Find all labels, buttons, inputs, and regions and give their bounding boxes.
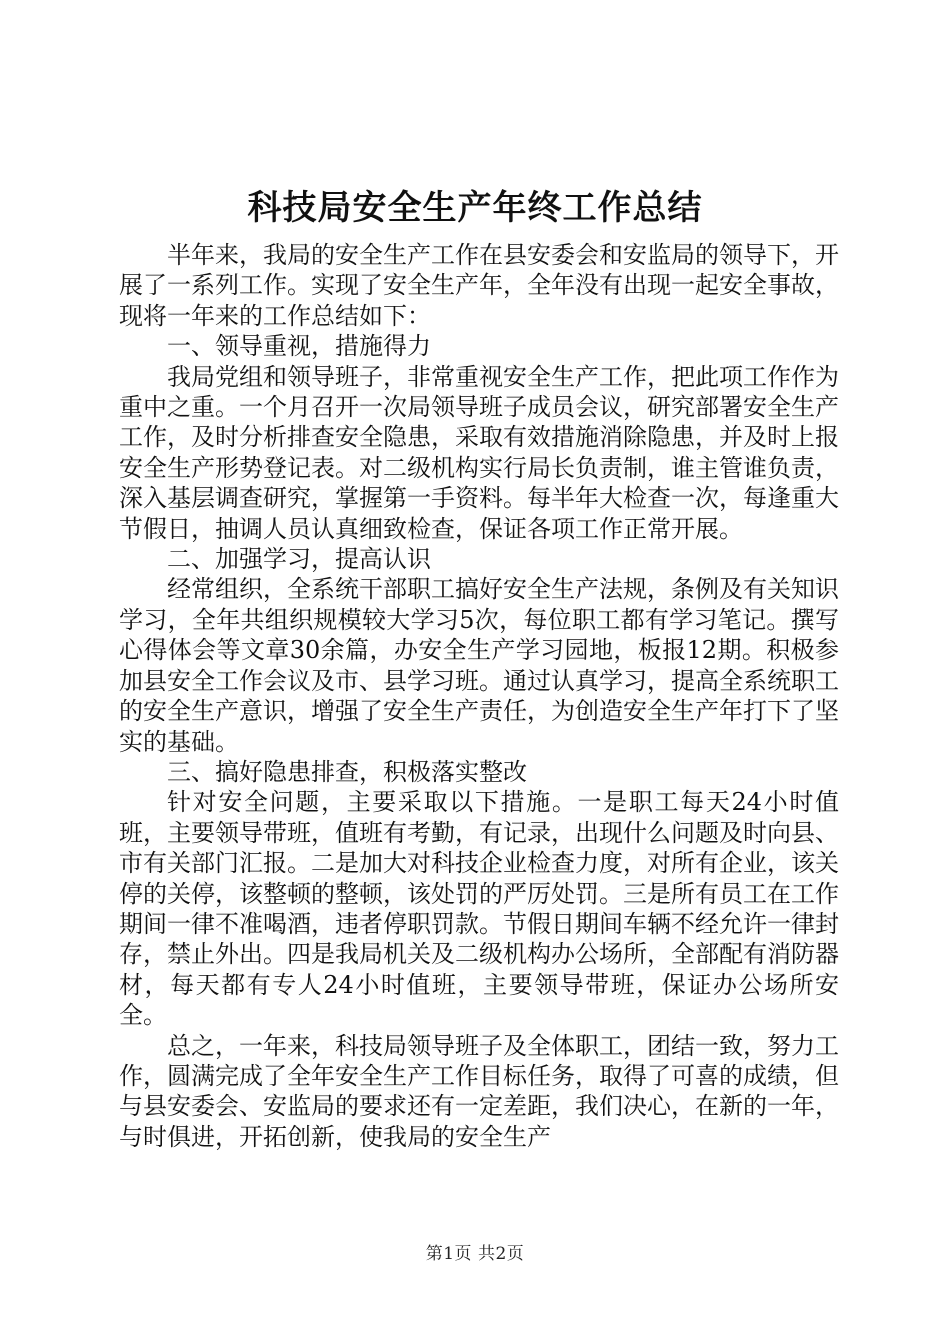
- paragraph-section-3: 针对安全问题，主要采取以下措施。一是职工每天24小时值班，主要领导带班，值班有考勤，有记录，出现什么问题及时向县、市有关部门汇报。二是加大对科技企业检查力度，对所有企业，该关停的关停，该整顿的整顿，该处罚的严厉处罚。三是所有员工在工作期间一律不准喝酒，违者停职罚款。节假日期间车辆不经允许一律封存，禁止外出。四是我局机关及二级机构办公场所，全部配有消防器材，每天都有专人24小时值班，主要领导带班，保证办公场所安全。: [119, 788, 839, 1030]
- document-title: 科技局安全生产年终工作总结: [247, 188, 703, 228]
- section-heading-1: 一、领导重视，措施得力: [167, 332, 431, 361]
- paragraph-section-1: 我局党组和领导班子，非常重视安全生产工作，把此项工作作为重中之重。一个月召开一次局领导班子成员会议，研究部署安全生产工作，及时分析排查安全隐患，采取有效措施消除隐患，并及时上报安全生产形势登记表。对二级机构实行局长负责制，谁主管谁负责，深入基层调查研究，掌握第一手资料。每半年大检查一次，每逢重大节假日，抽调人员认真细致检查，保证各项工作正常开展。: [119, 362, 839, 543]
- section-heading-2: 二、加强学习，提高认识: [167, 545, 431, 574]
- page-footer: 第1页 共2页: [425, 1244, 525, 1264]
- paragraph-conclusion: 总之，一年来，科技局领导班子及全体职工，团结一致，努力工作，圆满完成了全年安全生产工作目标任务，取得了可喜的成绩，但与县安委会、安监局的要求还有一定差距，我们决心，在新的一年，与时俱进，开拓创新，使我局的安全生产: [119, 1031, 839, 1151]
- paragraph-section-2: 经常组织，全系统干部职工搞好安全生产法规，条例及有关知识学习，全年共组织规模较大学习5次，每位职工都有学习笔记。撰写心得体会等文章30余篇，办安全生产学习园地，板报12期。积极参加县安全工作会议及市、县学习班。通过认真学习，提高全系统职工的安全生产意识，增强了安全生产责任，为创造安全生产年打下了坚实的基础。: [119, 575, 839, 756]
- section-heading-3: 三、搞好隐患排查，积极落实整改: [167, 757, 527, 786]
- document-body: [119, 240, 839, 1152]
- paragraph-intro: 半年来，我局的安全生产工作在县安委会和安监局的领导下，开展了一系列工作。实现了安全生产年，全年没有出现一起安全事故，现将一年来的工作总结如下：: [119, 241, 839, 330]
